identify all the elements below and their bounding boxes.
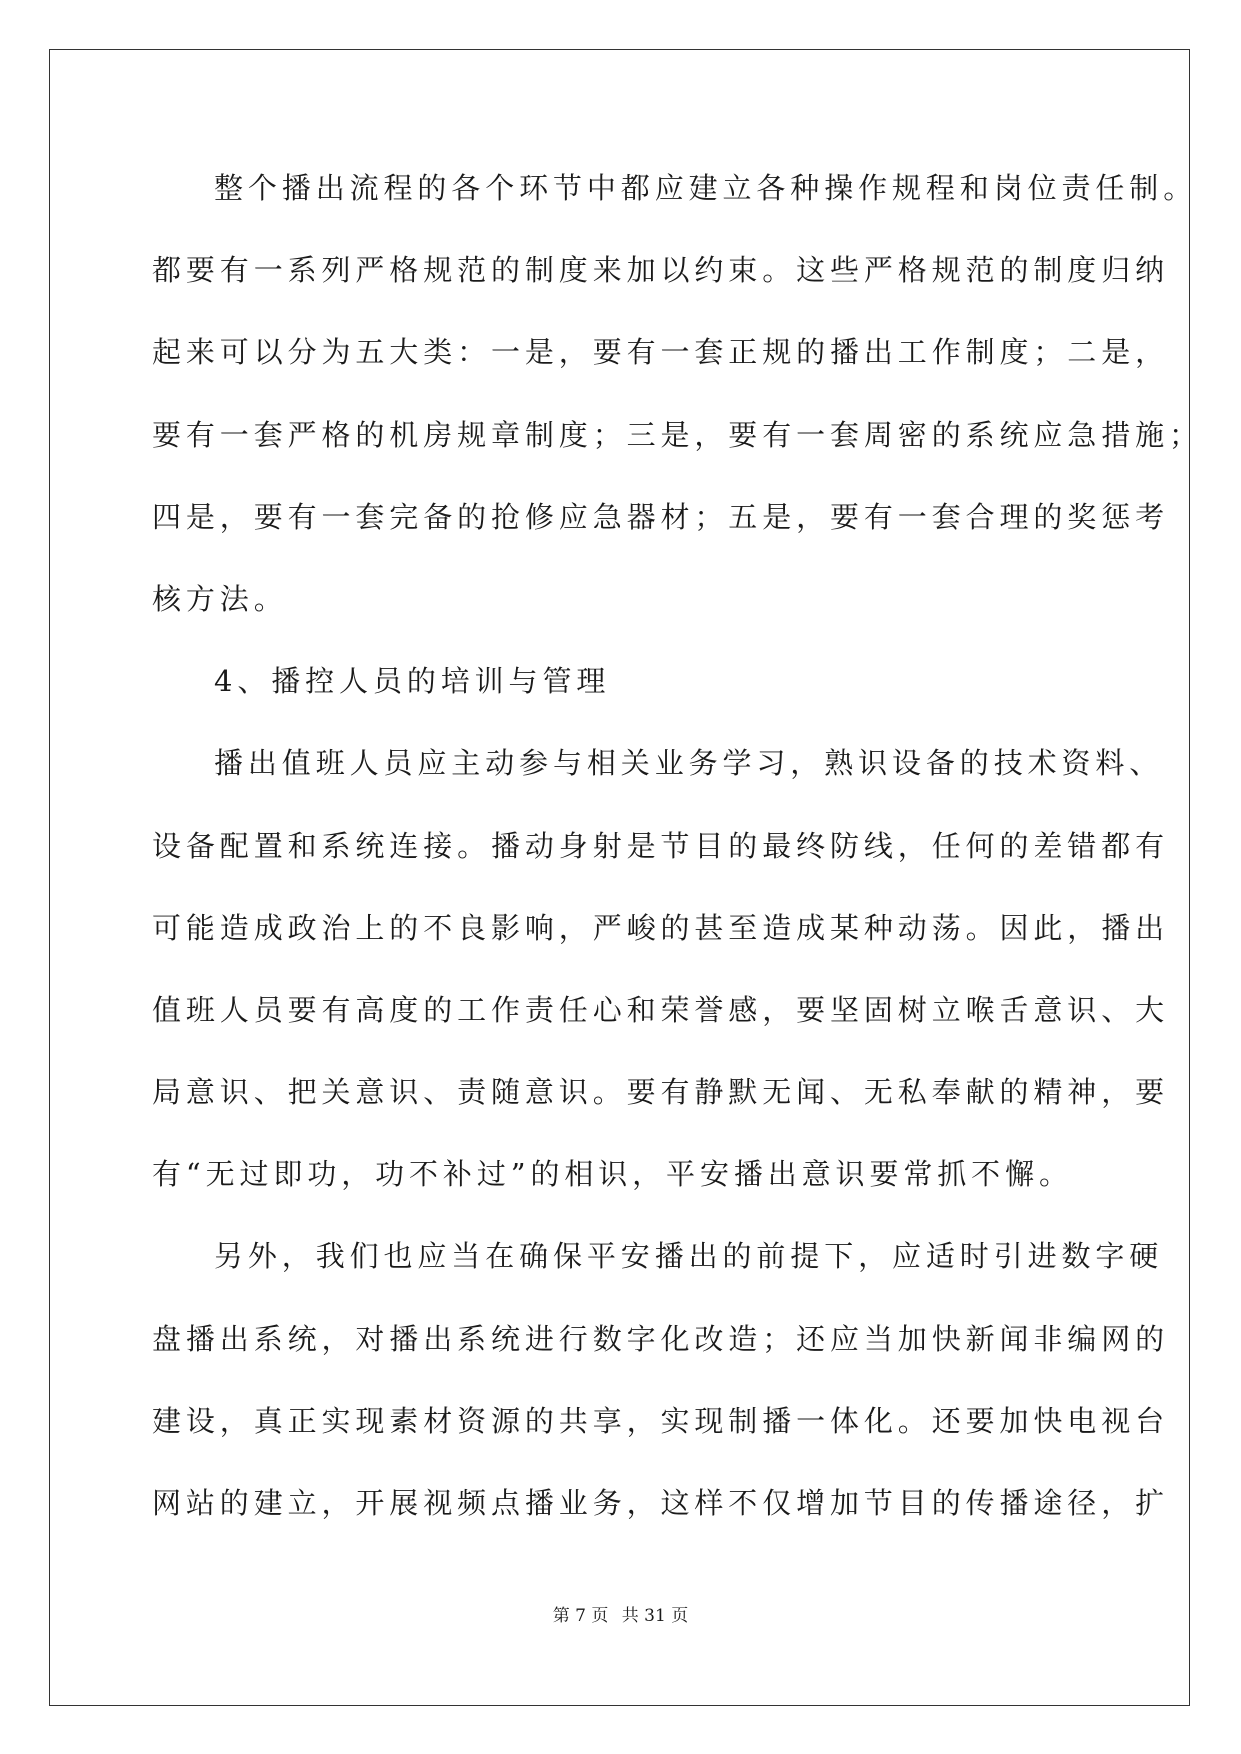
text-line: 可能造成政治上的不良影响，严峻的甚至造成某种动荡。因此，播出 xyxy=(152,910,1170,945)
section-heading: 4、播控人员的培训与管理 xyxy=(214,664,611,699)
text-line: 值班人员要有高度的工作责任心和荣誉感，要坚固树立喉舌意识、大 xyxy=(152,992,1170,1027)
text-line: 起来可以分为五大类：一是，要有一套正规的播出工作制度；二是， xyxy=(152,335,1170,370)
text-line: 播出值班人员应主动参与相关业务学习，熟识设备的技术资料、 xyxy=(214,746,1164,781)
text-line: 四是，要有一套完备的抢修应急器材；五是，要有一套合理的奖惩考 xyxy=(152,499,1170,534)
text-line: 都要有一系列严格规范的制度来加以约束。这些严格规范的制度归纳 xyxy=(152,253,1170,288)
text-line: 整个播出流程的各个环节中都应建立各种操作规程和岗位责任制。 xyxy=(214,171,1198,205)
text-line: 要有一套严格的机房规章制度；三是，要有一套周密的系统应急措施； xyxy=(152,417,1203,452)
text-line: 网站的建立，开展视频点播业务，这样不仅增加节目的传播途径，扩 xyxy=(152,1486,1170,1520)
text-line: 有“无过即功，功不补过”的相识，平安播出意识要常抓不懈。 xyxy=(152,1157,1073,1192)
page-total: 共 31 页 xyxy=(621,1606,689,1626)
text-line: 核方法。 xyxy=(152,581,288,616)
page-footer xyxy=(0,1601,1241,1626)
text-line: 设备配置和系统连接。播动身射是节目的最终防线，任何的差错都有 xyxy=(152,828,1170,863)
text-line: 盘播出系统，对播出系统进行数字化改造；还应当加快新闻非编网的 xyxy=(152,1321,1170,1356)
text-line: 局意识、把关意识、责随意识。要有静默无闻、无私奉献的精神，要 xyxy=(152,1075,1170,1110)
page-number: 第 7 页 xyxy=(552,1606,609,1626)
text-line: 建设，真正实现素材资源的共享，实现制播一体化。还要加快电视台 xyxy=(152,1403,1170,1438)
text-line: 另外，我们也应当在确保平安播出的前提下，应适时引进数字硬 xyxy=(214,1239,1164,1274)
document-body xyxy=(152,155,1203,1552)
